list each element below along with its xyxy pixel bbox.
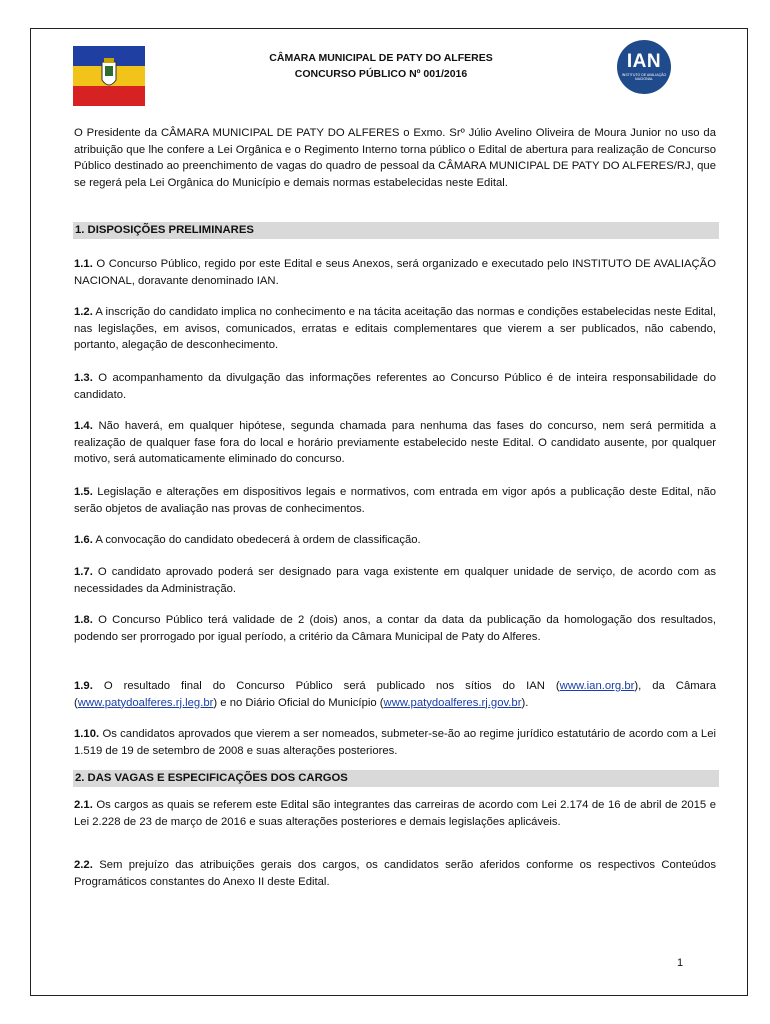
clause	[74, 797, 716, 830]
clause-text: ), da Câmara (	[74, 680, 716, 709]
clause-number: 1.7.	[74, 566, 93, 578]
clause-number: 1.8.	[74, 614, 93, 626]
clause-text: O resultado final do Concurso Público será publicado nos sítios do IAN (	[103, 680, 560, 692]
section-header: 2. DAS VAGAS E ESPECIFICAÇÕES DOS CARGOS	[73, 770, 719, 787]
clause-text: Sem prejuízo das atribuições gerais dos cargos, os candidatos serão aferidos conforme os respectivos Conteúdos Programáticos constantes do Anexo II deste Edital.	[74, 859, 716, 888]
clause-number: 1.3.	[74, 372, 93, 384]
clause-number: 1.5.	[74, 486, 93, 498]
clause-text: Os candidatos aprovados que vierem a ser nomeados, submeter-se-ão ao regime jurídico estatutário de acordo com a Lei 1.519 de 19 de setembro de 2008 e suas alterações posteriores.	[74, 728, 716, 757]
clause-number: 1.1.	[74, 258, 93, 270]
page-number: 1	[677, 957, 684, 969]
clause-text: A inscrição do candidato implica no conhecimento e na tácita aceitação das normas e condições estabelecidas neste Edital, nas legislações, em avisos, comunicados, erratas e editais complementares que vierem a ser publicados, não cabendo, portanto, alegação de desconhecimento.	[74, 306, 716, 352]
clause-number: 2.2.	[74, 859, 93, 871]
ian-logo	[617, 40, 671, 94]
clause-text: O Concurso Público, regido por este Edital e seus Anexos, será organizado e executado pelo INSTITUTO DE AVALIAÇÃO NACIONAL, doravante denominado IAN.	[74, 258, 716, 287]
clause-text: A convocação do candidato obedecerá à ordem de classificação.	[95, 534, 421, 546]
section-header: 1. DISPOSIÇÕES PRELIMINARES	[73, 222, 719, 239]
ian-website-link[interactable]: www.ian.org.br	[559, 680, 635, 692]
clause-number: 2.1.	[74, 799, 93, 811]
clause	[74, 256, 716, 289]
clause	[74, 564, 716, 597]
clause-text: ) e no Diário Oficial do Município (	[213, 696, 384, 709]
header-title: CÂMARA MUNICIPAL DE PATY DO ALFERES	[269, 52, 493, 64]
diario-oficial-link[interactable]: www.patydoalferes.rj.gov.br	[383, 696, 522, 709]
clause	[74, 532, 716, 549]
clause-number: 1.2.	[74, 306, 93, 318]
clause-text: Legislação e alterações em dispositivos legais e normativos, com entrada em vigor após a publicação deste Edital, não serão objetos de avaliação nas provas de conhecimentos.	[74, 486, 717, 515]
logo-text: IAN	[626, 51, 662, 72]
logo-subtext: INSTITUTO DE AVALIAÇÃO NACIONAL	[621, 73, 667, 81]
clause-number: 1.10.	[74, 728, 100, 740]
clause-text: Os cargos as quais se referem este Edital são integrantes das carreiras de acordo com Lei 2.174 de 16 de abril de 2015 e Lei 2.228 de 23 de março de 2016 e suas alterações posteriores e demais legislações aplicáveis.	[74, 799, 716, 828]
clause	[74, 304, 716, 354]
document-page	[30, 28, 748, 996]
clause	[74, 726, 716, 759]
clause-text: O candidato aprovado poderá ser designado para vaga existente em qualquer unidade de serviço, de acordo com as necessidades da Administração.	[74, 566, 717, 595]
clause-number: 1.4.	[74, 420, 93, 432]
camara-website-link[interactable]: www.patydoalferes.rj.leg.br	[77, 696, 214, 709]
clause-text: O acompanhamento da divulgação das informações referentes ao Concurso Público é de inteira responsabilidade do candidato.	[74, 372, 717, 401]
clause	[74, 370, 716, 403]
clause	[74, 612, 716, 645]
clause	[74, 857, 716, 890]
clause	[74, 418, 716, 468]
clause-text: O Concurso Público terá validade de 2 (dois) anos, a contar da data da publicação da homologação dos resultados, podendo ser prorrogado por igual período, a critério da Câmara Municipal de Paty do Alferes.	[74, 614, 716, 643]
clause	[74, 678, 716, 711]
clause-text: ).	[521, 696, 529, 709]
clause	[74, 484, 716, 517]
header-subtitle: CONCURSO PÚBLICO Nº 001/2016	[294, 68, 468, 80]
clause-number: 1.6.	[74, 534, 93, 546]
clause-text: Não haverá, em qualquer hipótese, segunda chamada para nenhuma das fases do concurso, nem será permitida a realização de qualquer fase fora do local e horário previamente estabelecido neste Edital. O candidato ausente, por qualquer motivo, será automaticamente eliminado do concurso.	[74, 420, 717, 466]
clause-number: 1.9.	[74, 680, 93, 692]
intro-paragraph: O Presidente da CÂMARA MUNICIPAL DE PATY DO ALFERES o Exmo. Srº Júlio Avelino Oliveira de Moura Junior no uso da atribuição que lhe confere a Lei Orgânica e o Regimento Interno torna público o Edital de abertura para realização de Concurso Público destinado ao preenchimento de vagas do quadro de pessoal da CÂMARA MUNICIPAL DE PATY DO ALFERES/RJ, que se regerá pela Lei Orgânica do Município e demais normas estabelecidas neste Edital.	[74, 127, 716, 190]
